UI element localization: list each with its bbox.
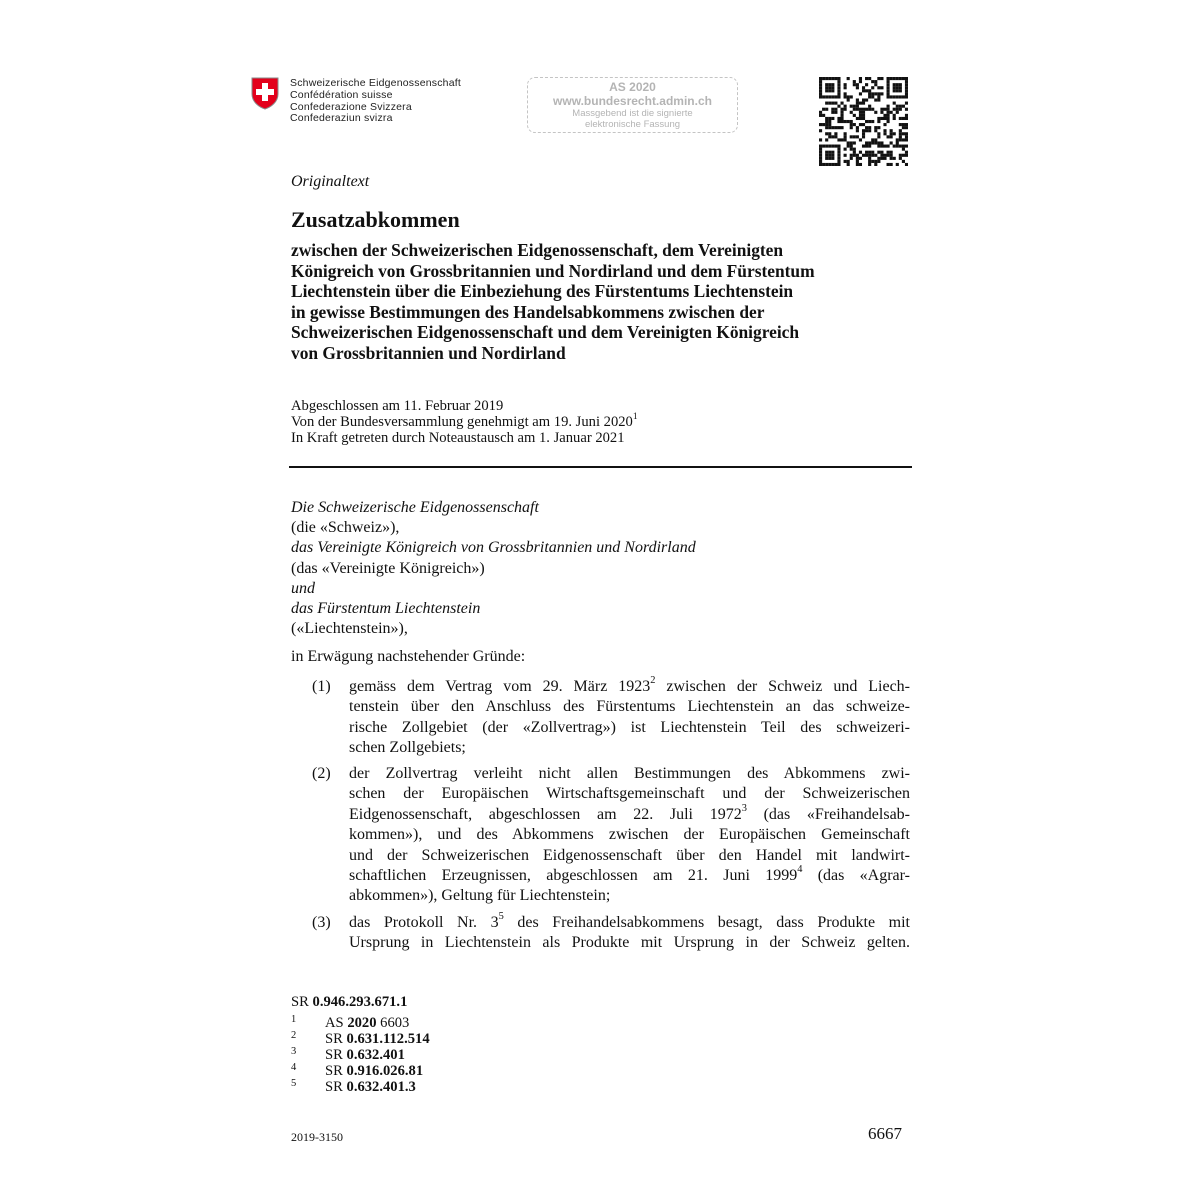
recital-number: (2) [312,765,331,782]
in-force-date: In Kraft getreten durch Noteaustausch am 1. Januar 2021 [291,430,625,446]
footnote-ref: 3 [741,802,747,814]
confederation-name-rm: Confederaziun svizra [290,112,393,125]
stamp-note-1: Massgebend ist die signierte [572,108,693,119]
subtitle-line: Schweizerischen Eidgenossenschaft und dem Vereinigten Königreich [291,322,800,343]
party-liechtenstein-short: («Liechtenstein»), [291,620,408,638]
footnote-ref: 5 [498,911,504,923]
recital-item: (3) das Protokoll Nr. $3^5$ des Freihandelsabkommens besagt, dass Produkte mit Ursprung in Liechtenstein als Produkte mit Ursprung in der Schweiz gelten. [312,911,910,952]
original-text-label: Originaltext [291,173,370,190]
stamp-as-number: AS 2020 [609,80,656,94]
party-conjunction: und [291,579,315,597]
approved-date: Von der Bundesversammlung genehmigt am 19. Juni 2020$^1$ [291,411,638,430]
subtitle-line: zwischen der Schweizerischen Eidgenossenschaft, dem Vereinigten [291,240,784,260]
confederation-names [290,78,461,125]
party-liechtenstein: das Fürstentum Liechtenstein [291,600,481,618]
recital-number: (1) [312,678,331,695]
confederation-name-de: Schweizerische Eidgenossenschaft [290,77,461,89]
recital-item: (1) gemäss dem Vertrag vom 29. März 1923$^2$ zwischen der Schweiz und Liech- tenstein über den Anschluss des Fürstentums Liechtenstein an das schweize- rische Zollgebiet (der «Zollvertrag») ist Liechtenstein Teil des schweizeri- schen Zollgebiets; [312,675,910,757]
recital-item: (2) der Zollvertrag verleiht nicht allen Bestimmungen des Abkommens zwi- schen der Europäischen Wirtschaftsgemeinschaft und der Schweizerischen Eidgenossenschaft, abgeschlossen am 22. Juli 1972$^3$ (das «Freihandelsab- kommen»), und des Abkommens zwischen der Europäischen Gemeinschaft und der Schweizerischen Eidgenossenschaft über den Handel mit landwirt- schaftlichen Erzeugnissen, abgeschlossen am 21. Juni 1999$^4$ (das «Agrar- abkommen»), Geltung für Liechtenstein; [312,765,911,905]
divider [289,466,912,468]
confederation-name-fr: Confédération suisse [290,88,393,101]
party-switzerland-short: (die «Schweiz»), [291,519,400,537]
swiss-cross-shield-icon [251,77,279,110]
subtitle-line: Liechtenstein über die Einbeziehung des Fürstentums Liechtenstein [291,281,794,302]
official-publication-stamp [527,77,738,133]
party-uk-short: (das «Vereinigte Königreich») [291,559,485,577]
footnote-ref: 4 [797,864,803,876]
qr-code-icon [819,77,908,166]
subtitle-line: von Grossbritannien und Nordirland [291,342,566,363]
subtitle-line: in gewisse Bestimmungen des Handelsabkommens zwischen der [291,301,765,322]
document-title: Zusatzabkommen [291,207,460,232]
party-uk: das Vereinigte Königreich von Grossbritannien und Nordirland [291,539,696,557]
parties-block [291,498,696,639]
sr-number: SR 0.946.293.671.1 [291,994,408,1010]
document-subtitle [291,240,921,364]
subtitle-line: Königreich von Grossbritannien und Nordirland und dem Fürstentum [291,260,815,281]
recital-number: (3) [312,914,331,931]
document-dates [291,398,638,446]
footnote-ref: 2 [650,675,656,687]
footnote-ref: 1 [632,411,638,422]
party-switzerland: Die Schweizerische Eidgenossenschaft [291,499,539,516]
confederation-name-it: Confederazione Svizzera [290,100,412,113]
stamp-url: www.bundesrecht.admin.ch [553,94,712,108]
page-number: 6667 [868,1124,902,1143]
document-code: 2019-3150 [291,1130,343,1144]
concluded-date: Abgeschlossen am 11. Februar 2019 [291,398,504,414]
stamp-note-2: elektronische Fassung [584,119,681,130]
recitals-intro: in Erwägung nachstehender Gründe: [291,648,526,665]
